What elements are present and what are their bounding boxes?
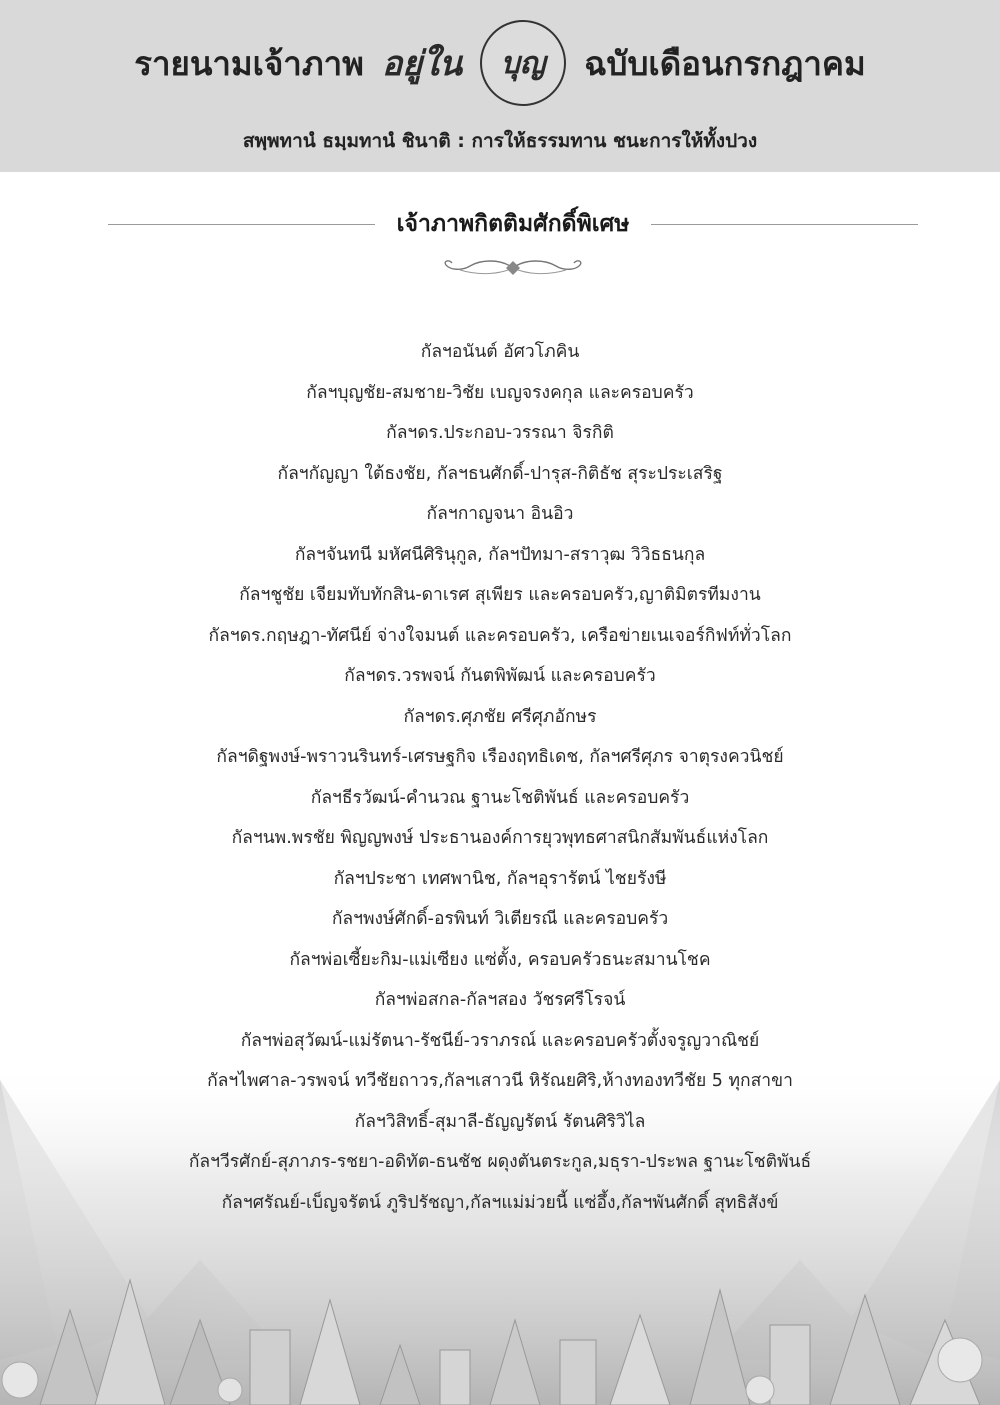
donor-name-line: กัลฯกัญญา ใต้ธงชัย, กัลฯธนศักดิ์-ปารุส-กิติธัช สุระประเสริฐ <box>277 463 723 484</box>
donor-name-line: กัลฯดร.ประกอบ-วรรณา จิรกิติ <box>386 423 614 443</box>
donor-name-line: กัลฯดร.วรพจน์ กันตพิพัฒน์ และครอบครัว <box>344 666 656 686</box>
donor-name-line: กัลฯพงษ์ศักดิ์-อรพินท์ วิเตียรณี และครอบครัว <box>331 909 669 929</box>
donor-name-line: กัลฯไพศาล-วรพจน์ ทวีชัยถาวร,กัลฯเสาวนี หิรัณยศิริ,ห้างทองทวีชัย 5 ทุกสาขา <box>207 1071 793 1091</box>
donor-name-line: กัลฯพ่อสุวัฒน์-แม่รัตนา-รัชนีย์-วราภรณ์ และครอบครัวตั้งจรูญวาณิชย์ <box>240 1030 760 1051</box>
logo-circle <box>480 20 566 106</box>
donor-name-line: กัลฯจันทนี มหัศนีศิรินุกูล, กัลฯปัทมา-สราวุฒ วิวิธธนกุล <box>294 544 706 565</box>
header-band <box>0 0 1000 172</box>
donor-name-line: กัลฯประชา เทศพานิช, กัลฯอุรารัตน์ ไชยรังษี <box>333 868 667 889</box>
donor-name-line: กัลฯดร.ศุภชัย ศรีศุภอักษร <box>403 706 597 727</box>
section-title: เจ้าภาพกิตติมศักดิ์พิเศษ <box>396 211 630 237</box>
donor-name-line: กัลฯชูชัย เจียมทับทักสิน-ดาเรศ สุเพียร และครอบครัว,ญาติมิตรทีมงาน <box>239 585 761 605</box>
donor-name-line: กัลฯธีรวัฒน์-คำนวณ ฐานะโชติพันธ์ และครอบครัว <box>310 787 690 808</box>
donor-name-line: กัลฯศรัณย์-เบ็ญจรัตน์ ภูริปรัชญา,กัลฯแม่ม่วยนี้ แซ่อึ้ง,กัลฯพันศักดิ์ สุทธิสังข์ <box>221 1192 779 1213</box>
donor-name-line: กัลฯพ่อเซี้ยะกิม-แม่เซียง แซ่ตั้ง, ครอบครัวธนะสมานโชค <box>289 949 711 970</box>
title-right: ฉบับเดือนกรกฎาคม <box>584 43 866 83</box>
donor-name-line: กัลฯกาญจนา อินอิว <box>426 504 574 524</box>
donor-list <box>0 332 1000 1223</box>
logo-word-1: อยู่ใน <box>381 44 463 84</box>
donor-name-line: กัลฯวีรศักย์-สุภาภร-รชยา-อดิทัต-ธนชัช ผดุงตันตระกูล,มธุรา-ประพล ฐานะโชติพันธ์ <box>188 1152 812 1172</box>
donor-name-line: กัลฯบุญชัย-สมชาย-วิชัย เบญจรงคกุล และครอบครัว <box>306 382 694 403</box>
right-rule <box>651 224 918 225</box>
left-rule <box>108 224 375 225</box>
subtitle: สพฺพทานํ ธมฺมทานํ ชินาติ : การให้ธรรมทาน ชนะการให้ทั้งปวง <box>242 130 758 152</box>
section-header <box>108 204 918 244</box>
donor-name-line: กัลฯพ่อสกล-กัลฯสอง วัชรศรีโรจน์ <box>374 990 626 1010</box>
donor-name-line: กัลฯอนันต์ อัศวโภคิน <box>420 342 580 362</box>
logo-word-2: บุญ <box>500 45 546 81</box>
donor-name-line: กัลฯวิสิทธิ์-สุมาลี-ธัญญรัตน์ รัตนศิริวิไล <box>354 1111 646 1132</box>
donor-name-line: กัลฯดิฐพงษ์-พราวนรินทร์-เศรษฐกิจ เรืองฤทธิเดช, กัลฯศรีศุภร จาตุรงควนิชย์ <box>216 747 784 767</box>
page-title <box>0 18 1000 108</box>
title-left: รายนามเจ้าภาพ <box>134 43 364 83</box>
donor-name-line: กัลฯนพ.พรชัย พิญญพงษ์ ประธานองค์การยุวพุทธศาสนิกสัมพันธ์แห่งโลก <box>231 828 769 848</box>
flourish-ornament-icon <box>440 256 586 280</box>
donor-name-line: กัลฯดร.กฤษฎา-ทัศนีย์ จ่างใจมนต์ และครอบครัว, เครือข่ายเนเจอร์กิฟท์ทั่วโลก <box>208 625 792 646</box>
